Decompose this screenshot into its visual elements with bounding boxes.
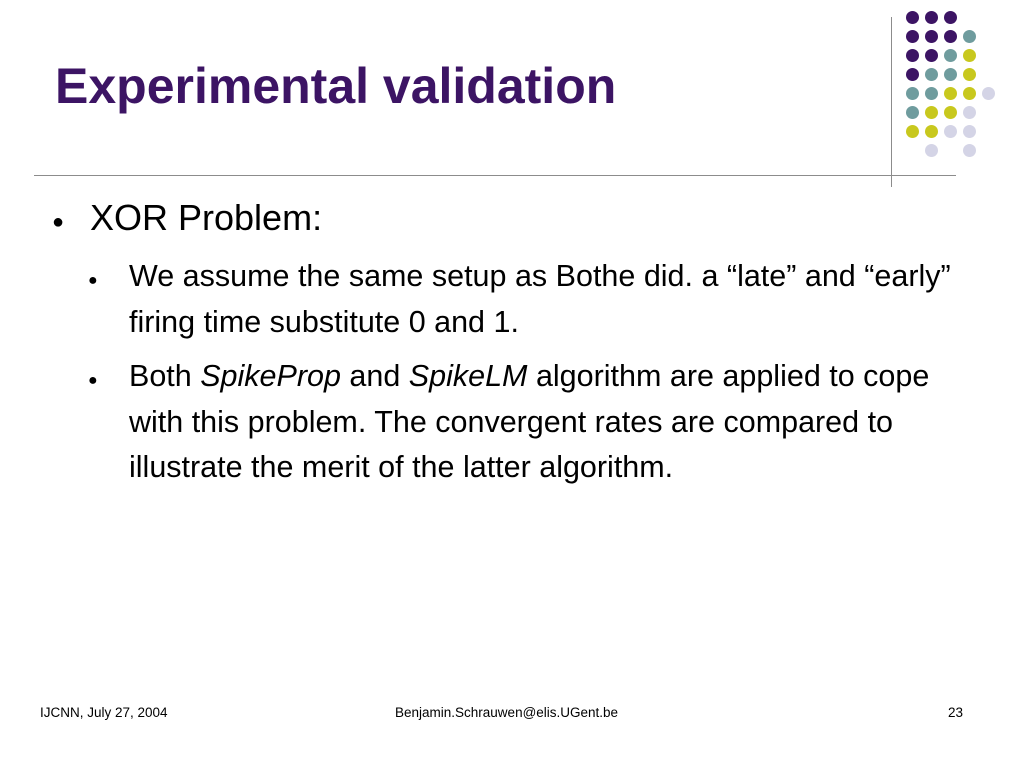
decorative-dot: [906, 68, 919, 81]
decorative-dot: [963, 106, 976, 119]
bullet-icon: ●: [88, 272, 98, 289]
slide-title: Experimental validation: [55, 58, 617, 114]
decorative-dot: [925, 87, 938, 100]
decorative-dot: [944, 106, 957, 119]
decorative-dot: [944, 30, 957, 43]
decorative-dot-grid: [0, 0, 1024, 200]
emphasis-spikeprop: SpikeProp: [200, 359, 341, 393]
emphasis-spikelm: SpikeLM: [408, 359, 528, 393]
bullet-level2-algorithms: [129, 354, 984, 491]
decorative-dot: [963, 49, 976, 62]
bullet-icon: ●: [52, 211, 65, 233]
decorative-dot: [963, 125, 976, 138]
decorative-dot: [906, 30, 919, 43]
decorative-dot: [925, 106, 938, 119]
decorative-dot: [944, 49, 957, 62]
decorative-dot: [963, 144, 976, 157]
decorative-dot: [963, 68, 976, 81]
text-segment: algorithm are applied to cope with this problem. The convergent rates are compared to illustrate the merit of the latter algorithm.: [129, 359, 930, 484]
decorative-dot: [925, 30, 938, 43]
decorative-dot: [906, 11, 919, 24]
decorative-dot: [925, 49, 938, 62]
bullet-level2-setup: We assume the same setup as Bothe did. a “late” and “early” firing time substitute 0 and 1.: [129, 259, 951, 339]
footer-email: Benjamin.Schrauwen@elis.UGent.be: [395, 705, 619, 720]
decorative-dot: [963, 30, 976, 43]
decorative-dot: [944, 125, 957, 138]
decorative-dot: [925, 11, 938, 24]
decorative-dot: [906, 125, 919, 138]
decorative-dot: [906, 49, 919, 62]
decorative-dot: [944, 87, 957, 100]
footer-page-number: 23: [948, 705, 964, 720]
decorative-dot: [925, 144, 938, 157]
decorative-dot: [906, 106, 919, 119]
bullet-icon: ●: [88, 372, 98, 389]
decorative-dot: [925, 125, 938, 138]
decorative-dot: [906, 87, 919, 100]
vertical-divider: [891, 17, 892, 187]
decorative-dot: [925, 68, 938, 81]
horizontal-divider: [34, 175, 956, 176]
decorative-dot: [944, 11, 957, 24]
decorative-dot: [963, 87, 976, 100]
text-segment: Both: [129, 359, 201, 393]
footer-conference-date: IJCNN, July 27, 2004: [40, 705, 168, 720]
decorative-dot: [982, 87, 995, 100]
decorative-dot: [944, 68, 957, 81]
text-segment: and: [340, 359, 409, 393]
bullet-level1: XOR Problem:: [90, 197, 323, 238]
